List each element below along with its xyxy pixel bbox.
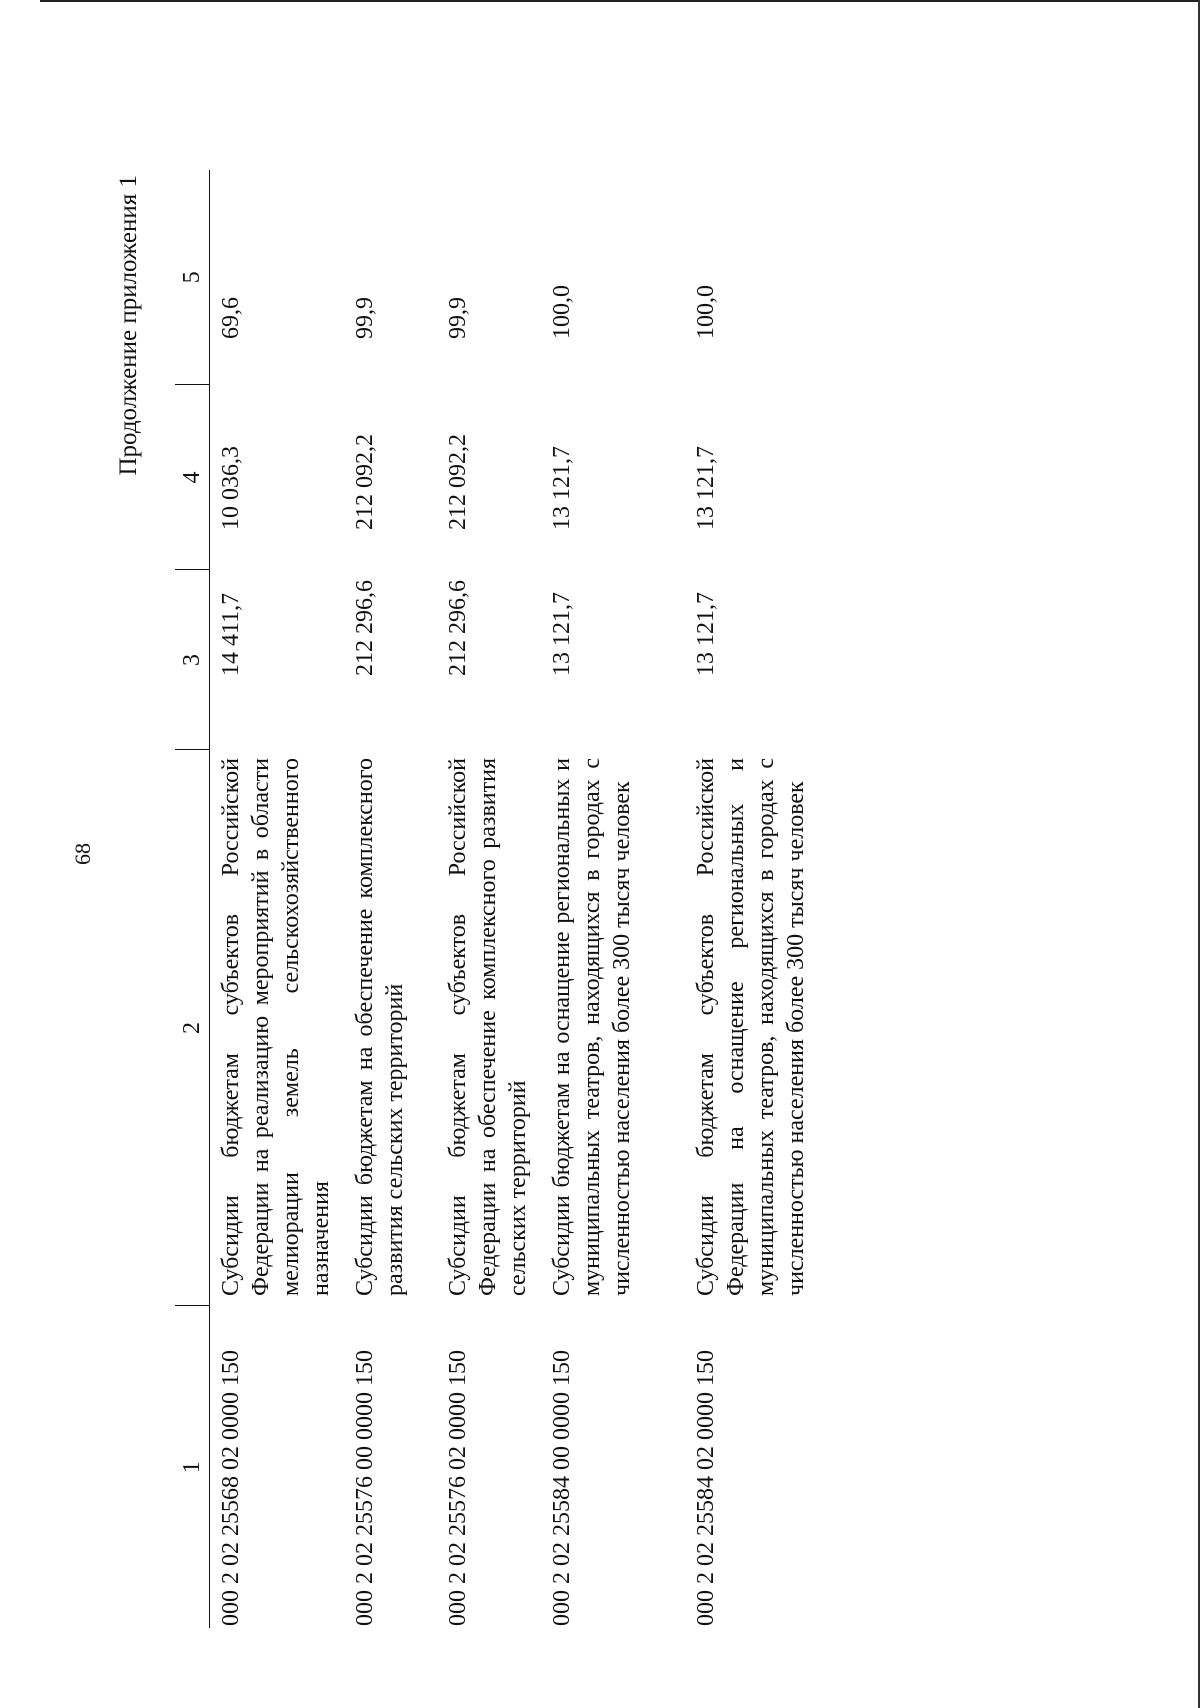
value-col4: 212 092,2	[445, 434, 471, 530]
table-header-row	[175, 170, 210, 1628]
row-description: Субсидии бюджетам субъектов Российской Федерации на обеспечение комплексного развития сельских территорий	[445, 758, 531, 1296]
budget-code: 000 2 02 25576 02 0000 150	[445, 1350, 471, 1626]
column-header-2: 2	[175, 750, 210, 1306]
table-row	[344, 170, 437, 1628]
column-header-5: 5	[175, 170, 210, 385]
continuation-label: Продолжение приложения 1	[115, 175, 142, 476]
budget-code: 000 2 02 25568 02 0000 150	[218, 1350, 244, 1626]
row-description: Субсидии бюджетам на оснащение региональных и муниципальных театров, находящихся в городах с численностью населения более 300 тысяч человек	[549, 758, 635, 1296]
value-col3: 212 296,6	[445, 580, 471, 676]
row-description: Субсидии бюджетам субъектов Российской Федерации на оснащение региональных и муниципальных театров, находящихся в городах с численностью населения более 300 тысяч человек	[693, 758, 809, 1296]
value-col4: 10 036,3	[218, 446, 244, 530]
table-row	[685, 170, 841, 1628]
row-description: Субсидии бюджетам субъектов Российской Федерации на реализацию мероприятий в области мелиорации земель сельскохозяйственного назначения	[218, 758, 334, 1296]
value-col3: 14 411,7	[218, 592, 244, 676]
table-row	[210, 170, 345, 1628]
value-col5: 99,9	[445, 297, 471, 339]
value-col5: 100,0	[549, 285, 575, 339]
table-row	[437, 170, 541, 1628]
value-col3: 13 121,7	[693, 592, 719, 676]
budget-code: 000 2 02 25576 00 0000 150	[352, 1350, 378, 1626]
column-header-1: 1	[175, 1306, 210, 1628]
column-header-4: 4	[175, 385, 210, 570]
value-col3: 13 121,7	[549, 592, 575, 676]
value-col5: 69,6	[218, 297, 244, 339]
column-header-3: 3	[175, 570, 210, 750]
value-col4: 212 092,2	[352, 434, 378, 530]
budget-code: 000 2 02 25584 00 0000 150	[549, 1350, 575, 1626]
value-col4: 13 121,7	[693, 446, 719, 530]
row-description: Субсидии бюджетам на обеспечение комплексного развития сельских территорий	[352, 758, 408, 1296]
value-col4: 13 121,7	[549, 446, 575, 530]
page-number: 68	[70, 843, 95, 865]
value-col5: 100,0	[693, 285, 719, 339]
table-row	[541, 170, 685, 1628]
budget-table	[175, 170, 841, 1628]
value-col5: 99,9	[352, 297, 378, 339]
budget-code: 000 2 02 25584 02 0000 150	[693, 1350, 719, 1626]
value-col3: 212 296,6	[352, 580, 378, 676]
